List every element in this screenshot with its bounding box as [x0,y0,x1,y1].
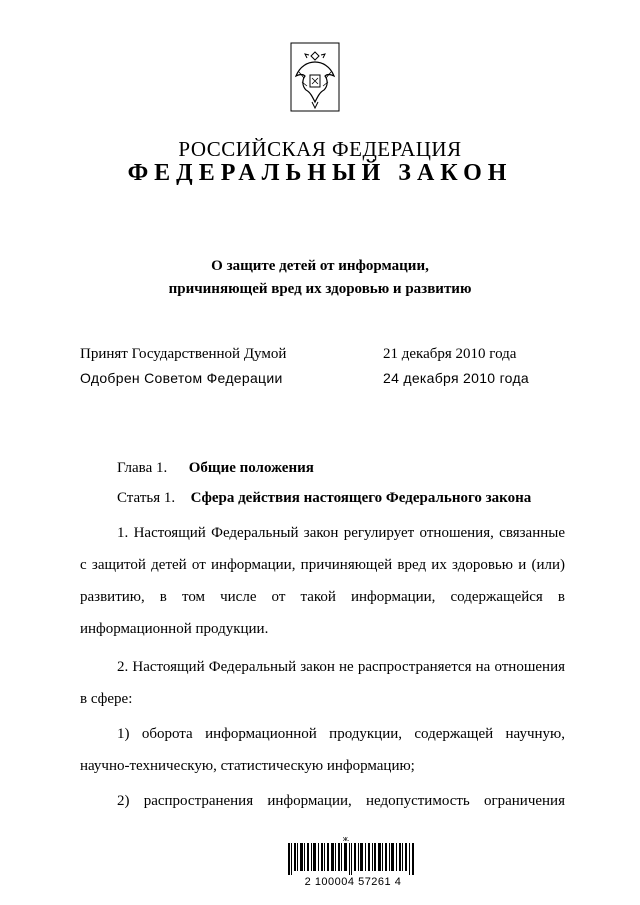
duma-label: Принят Государственной Думой [80,346,287,362]
law-title-line1: О защите детей от информации, [211,258,429,274]
barcode-number: 2 100004 57261 4 [304,876,402,888]
paragraph-2-text: 2. Настоящий Федеральный закон не распространяется на отношения в сфере: [80,659,565,707]
barcode-mark: ж. [343,836,350,843]
country-name: РОССИЙСКАЯ ФЕДЕРАЦИЯ [178,137,462,161]
paragraph-2 [80,651,565,715]
paragraph-1 [80,517,565,645]
council-date: 24 декабря 2010 года [383,370,530,386]
duma-date: 21 декабря 2010 года [383,346,517,362]
law-type: ФЕДЕРАЛЬНЫЙ ЗАКОН [127,160,513,186]
state-emblem-icon [290,42,340,112]
law-title-line2: причиняющей вред их здоровью и развитию [168,281,472,297]
paragraph-4-text: 2) распространения информации, недопустимость ограничения [117,793,565,809]
chapter-heading [117,460,314,477]
paragraph-3-text: 1) оборота информационной продукции, содержащей научную, научно-техническую, статистическую информацию; [80,726,565,774]
article-heading [117,490,531,507]
paragraph-4 [80,785,565,817]
paragraph-3 [80,718,565,782]
article-name: Сфера действия настоящего Федерального закона [190,490,532,506]
article-number: Статья 1. [117,490,176,506]
paragraph-1-text: 1. Настоящий Федеральный закон регулирует отношения, связанные с защитой детей от информации, причиняющей вред их здоровью и (или) развитию, в том числе от такой информации, содержащейся в информационной продукции. [80,525,565,637]
council-label: Одобрен Советом Федерации [80,370,283,386]
chapter-number: Глава 1. [117,460,168,476]
chapter-name: Общие положения [188,460,314,476]
